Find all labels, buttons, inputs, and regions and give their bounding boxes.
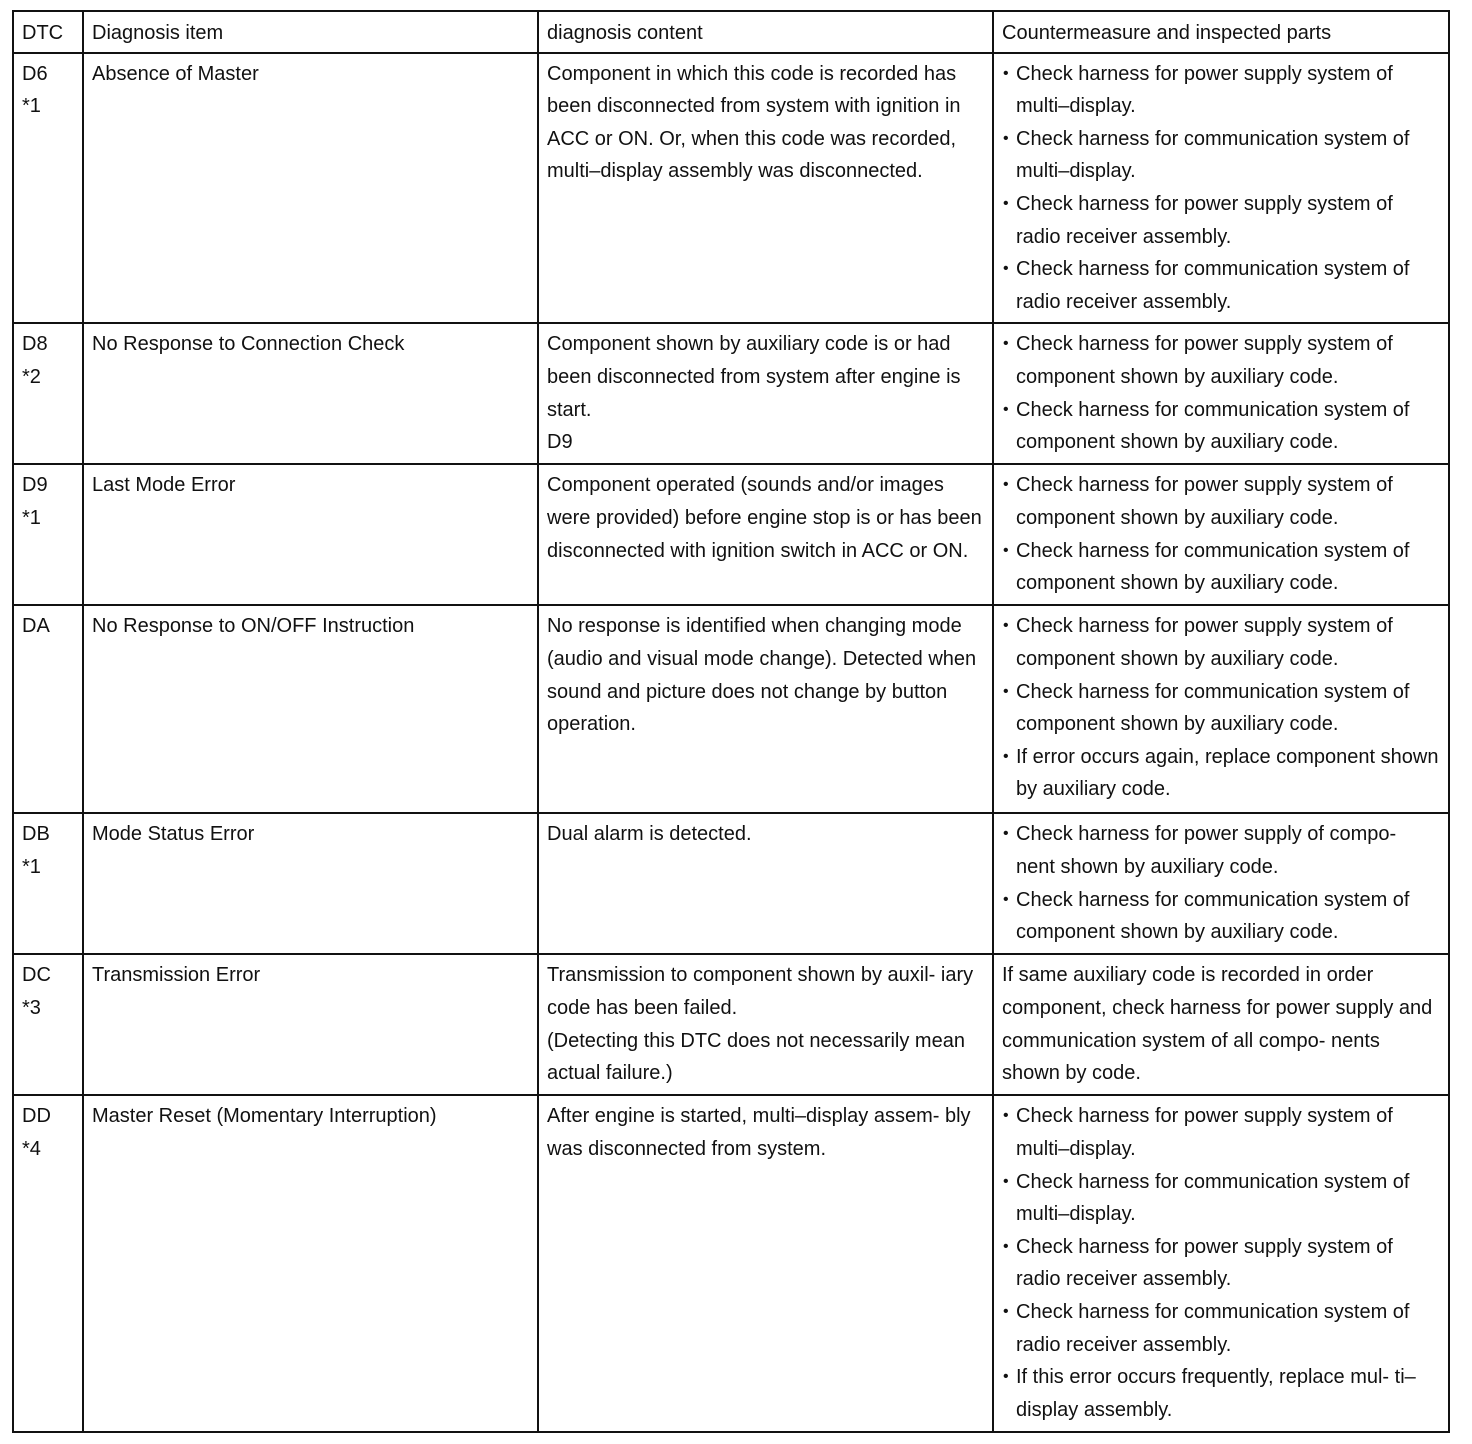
- countermeasure-item: • Check harness for power supply system of radio receiver assembly.: [1002, 1231, 1440, 1296]
- diagnosis-content-text: D9: [547, 431, 573, 454]
- diagnosis-content-text: After engine is started, multi–display assem- bly was disconnected from system.: [547, 1105, 971, 1160]
- dtc-footnote: *2: [22, 365, 41, 388]
- table-row: [13, 1095, 1449, 1432]
- countermeasure-item: • Check harness for communication system of component shown by auxiliary code.: [1002, 535, 1440, 600]
- diagnosis-content-cell: [538, 605, 993, 813]
- countermeasure-item: • Check harness for power supply system of multi–display.: [1002, 1100, 1440, 1165]
- diagnosis-content-text: No response is identified when changing mode (audio and visual mode change). Detected when sound and picture does not change by button operation.: [547, 615, 977, 736]
- countermeasure-list: [1002, 58, 1440, 319]
- countermeasure-cell: [993, 954, 1449, 1095]
- dtc-cell: [13, 605, 83, 813]
- countermeasure-cell: [993, 1095, 1449, 1432]
- dtc-cell: [13, 954, 83, 1095]
- dtc-cell: [13, 1095, 83, 1432]
- header-diagnosis-content: diagnosis content: [538, 11, 993, 53]
- diagnosis-content-text: Component in which this code is recorded has been disconnected from system with ignition in ACC or ON. Or, when this code was recorded, multi–display assembly was disconnected.: [547, 62, 961, 183]
- dtc-footnote: *4: [22, 1137, 41, 1160]
- dtc-code: D6: [22, 62, 48, 85]
- countermeasure-item: • Check harness for communication system of component shown by auxiliary code.: [1002, 676, 1440, 741]
- countermeasure-item: • Check harness for communication system of component shown by auxiliary code.: [1002, 394, 1440, 459]
- header-diagnosis-item: Diagnosis item: [83, 11, 538, 53]
- dtc-diagnosis-table: [12, 10, 1450, 1433]
- table-row: [13, 323, 1449, 464]
- dtc-code: DC: [22, 964, 51, 987]
- countermeasure-list: [1002, 610, 1440, 806]
- table-body: [13, 53, 1449, 1433]
- table-header: [13, 11, 1449, 53]
- dtc-code: DA: [22, 615, 50, 638]
- dtc-footnote: *1: [22, 506, 41, 529]
- countermeasure-item: • Check harness for power supply of compo- nent shown by auxiliary code.: [1002, 818, 1440, 883]
- diagnosis-item-cell: No Response to Connection Check: [83, 323, 538, 464]
- countermeasure-cell: [993, 464, 1449, 605]
- diagnosis-content-text: Component shown by auxiliary code is or had been disconnected from system after engine is start.: [547, 333, 961, 421]
- countermeasure-item: • Check harness for communication system of component shown by auxiliary code.: [1002, 884, 1440, 949]
- countermeasure-item: • Check harness for communication system of radio receiver assembly.: [1002, 253, 1440, 318]
- table-row: [13, 605, 1449, 813]
- countermeasure-item: • Check harness for power supply system of multi–display.: [1002, 58, 1440, 123]
- diagnosis-item-cell: Absence of Master: [83, 53, 538, 324]
- dtc-cell: [13, 323, 83, 464]
- countermeasure-item: • Check harness for power supply system of component shown by auxiliary code.: [1002, 328, 1440, 393]
- dtc-cell: [13, 53, 83, 324]
- diagnosis-content-cell: [538, 323, 993, 464]
- countermeasure-cell: [993, 605, 1449, 813]
- countermeasure-list: [1002, 469, 1440, 599]
- countermeasure-item: • If this error occurs frequently, replace mul- ti–display assembly.: [1002, 1361, 1440, 1426]
- diagnosis-content-cell: [538, 1095, 993, 1432]
- diagnosis-content-cell: [538, 813, 993, 954]
- dtc-code: D8: [22, 333, 48, 356]
- countermeasure-list: [1002, 818, 1440, 948]
- table-row: [13, 954, 1449, 1095]
- countermeasure-item: • Check harness for communication system of radio receiver assembly.: [1002, 1296, 1440, 1361]
- header-countermeasure: Countermeasure and inspected parts: [993, 11, 1449, 53]
- diagnosis-content-text: Transmission to component shown by auxil- iary code has been failed.: [547, 964, 974, 1019]
- dtc-footnote: *1: [22, 855, 41, 878]
- diagnosis-item-cell: Transmission Error: [83, 954, 538, 1095]
- table-row: [13, 464, 1449, 605]
- countermeasure-text: If same auxiliary code is recorded in order component, check harness for power supply and communication system of all compo- nents shown by code.: [1002, 964, 1433, 1085]
- countermeasure-list: [1002, 1100, 1440, 1426]
- countermeasure-list: [1002, 328, 1440, 458]
- diagnosis-item-cell: Mode Status Error: [83, 813, 538, 954]
- diagnosis-item-cell: Last Mode Error: [83, 464, 538, 605]
- diagnosis-content-cell: [538, 53, 993, 324]
- diagnosis-item-cell: No Response to ON/OFF Instruction: [83, 605, 538, 813]
- diagnosis-item-cell: Master Reset (Momentary Interruption): [83, 1095, 538, 1432]
- countermeasure-cell: [993, 323, 1449, 464]
- diagnosis-content-text: Component operated (sounds and/or images were provided) before engine stop is or has been disconnected with ignition switch in ACC or ON.: [547, 474, 982, 562]
- table-row: [13, 813, 1449, 954]
- countermeasure-item: • Check harness for communication system of multi–display.: [1002, 123, 1440, 188]
- diagnosis-content-text: Dual alarm is detected.: [547, 823, 752, 846]
- dtc-footnote: *1: [22, 95, 41, 118]
- countermeasure-item: • Check harness for communication system of multi–display.: [1002, 1166, 1440, 1231]
- header-dtc: DTC: [13, 11, 83, 53]
- diagnosis-content-cell: [538, 954, 993, 1095]
- countermeasure-cell: [993, 813, 1449, 954]
- countermeasure-cell: [993, 53, 1449, 324]
- dtc-cell: [13, 464, 83, 605]
- dtc-code: DD: [22, 1105, 51, 1128]
- dtc-cell: [13, 813, 83, 954]
- diagnosis-content-text: (Detecting this DTC does not necessarily mean actual failure.): [547, 1029, 965, 1085]
- dtc-code: D9: [22, 474, 48, 497]
- countermeasure-item: • If error occurs again, replace component shown by auxiliary code.: [1002, 741, 1440, 806]
- countermeasure-item: • Check harness for power supply system of radio receiver assembly.: [1002, 188, 1440, 253]
- countermeasure-item: • Check harness for power supply system of component shown by auxiliary code.: [1002, 469, 1440, 534]
- dtc-code: DB: [22, 823, 50, 846]
- countermeasure-item: • Check harness for power supply system of component shown by auxiliary code.: [1002, 610, 1440, 675]
- table-row: [13, 53, 1449, 324]
- diagnosis-content-cell: [538, 464, 993, 605]
- dtc-footnote: *3: [22, 996, 41, 1019]
- header-row: [13, 11, 1449, 53]
